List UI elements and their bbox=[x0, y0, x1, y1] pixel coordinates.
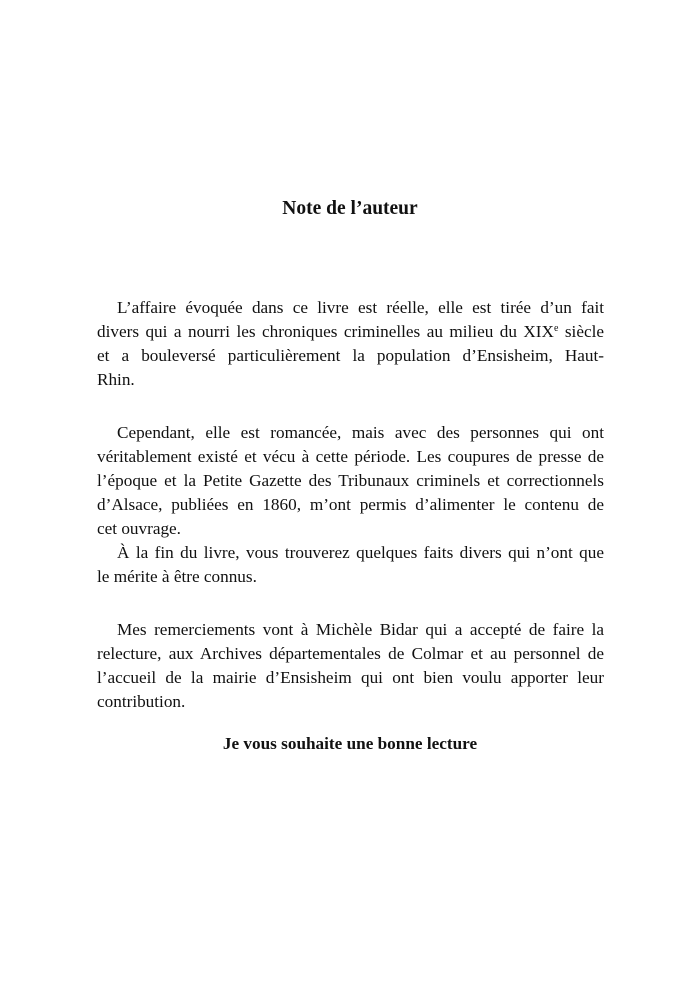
text-line: véritablement existé et vécu à cette période. Les coupures de presse de bbox=[97, 447, 604, 466]
text-line: À la fin du livre, vous trouverez quelques faits divers qui n’ont que bbox=[117, 543, 604, 562]
text-line: d’Alsace, publiées en 1860, m’ont permis d’alimenter le contenu de bbox=[97, 495, 604, 514]
closing-line: Je vous souhaite une bonne lecture bbox=[222, 734, 478, 753]
text-line: l’époque et la Petite Gazette des Tribunaux criminels et correctionnels bbox=[97, 471, 604, 490]
text-line bbox=[97, 320, 604, 344]
text-line: contribution. bbox=[97, 692, 186, 711]
text-line: et a bouleversé particulièrement la population d’Ensisheim, Haut- bbox=[97, 346, 604, 365]
text-line: Mes remerciements vont à Michèle Bidar qui a accepté de faire la bbox=[117, 620, 604, 639]
text-line: L’affaire évoquée dans ce livre est réelle, elle est tirée d’un fait bbox=[117, 298, 604, 317]
text-segment: divers qui a nourri les chroniques criminelles au milieu du XIX bbox=[97, 322, 554, 341]
paragraph-gap bbox=[97, 392, 604, 421]
paragraph-gap bbox=[97, 589, 604, 618]
superscript: e bbox=[553, 323, 559, 334]
text-line: relecture, aux Archives départementales de Colmar et au personnel de bbox=[97, 644, 604, 663]
text-line: cet ouvrage. bbox=[97, 519, 181, 538]
text-line: le mérite à être connus. bbox=[97, 567, 257, 586]
text-line: l’accueil de la mairie d’Ensisheim qui ont bien voulu apporter leur bbox=[97, 668, 604, 687]
body-text bbox=[97, 296, 604, 714]
text-line: Rhin. bbox=[97, 370, 135, 389]
text-segment: siècle bbox=[558, 322, 604, 341]
text-line: Cependant, elle est romancée, mais avec des personnes qui ont bbox=[117, 423, 604, 442]
page-title: Note de l’auteur bbox=[282, 198, 418, 219]
